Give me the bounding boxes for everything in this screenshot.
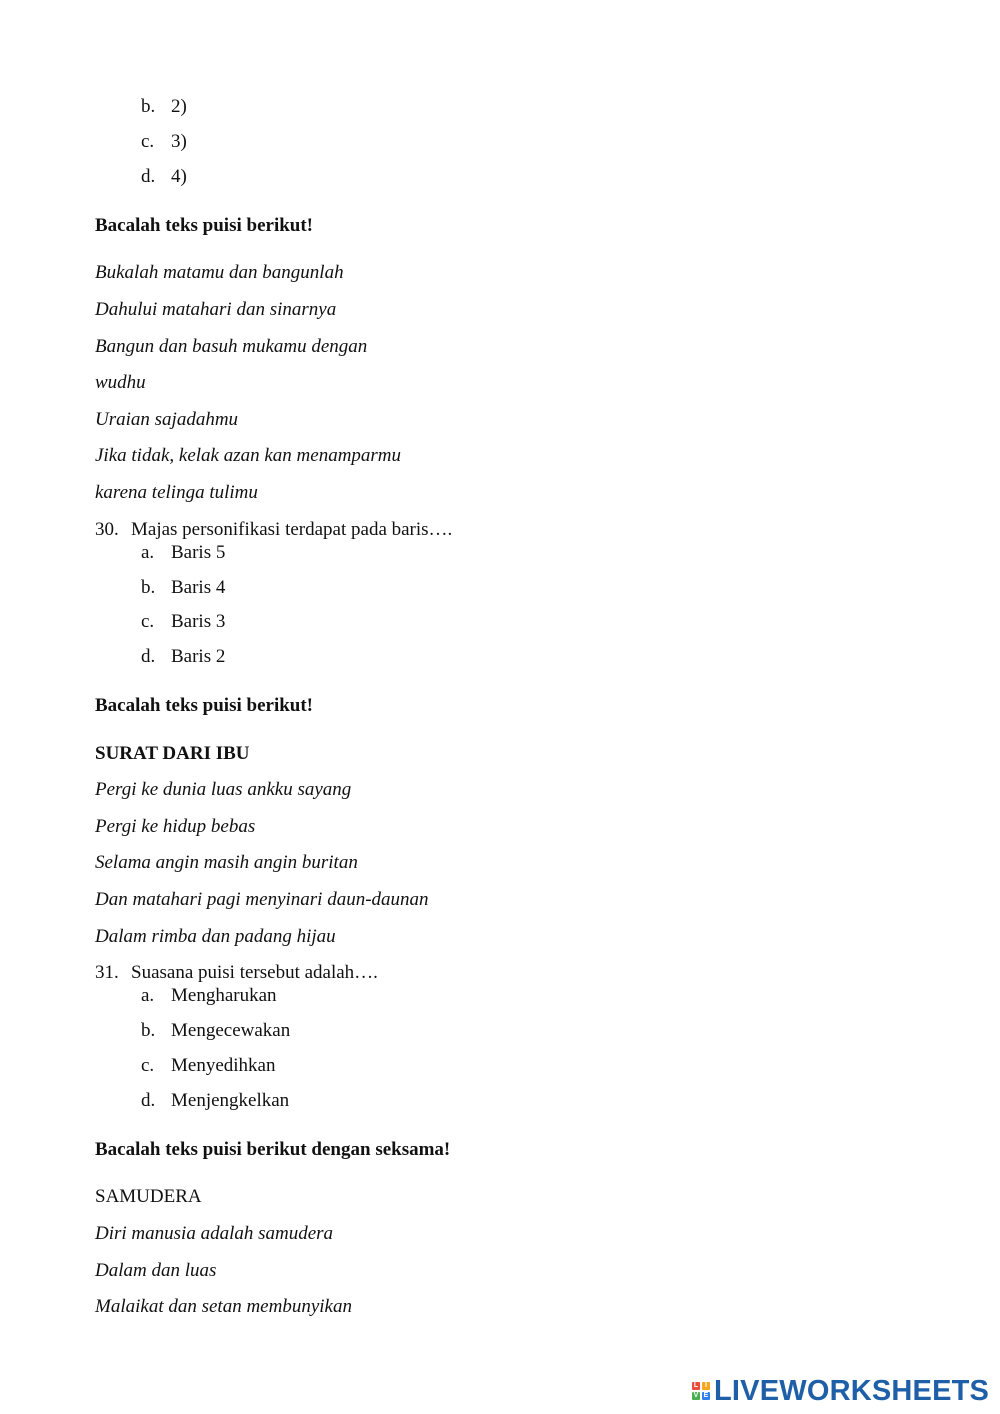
question-number: 31. bbox=[95, 962, 119, 983]
question-text: Suasana puisi tersebut adalah…. bbox=[131, 962, 378, 983]
option-text: Baris 3 bbox=[171, 611, 226, 632]
poem1-line-7: karena telinga tulimu bbox=[95, 482, 258, 503]
poem2-title: SURAT DARI IBU bbox=[95, 743, 250, 764]
liveworksheets-logo bbox=[692, 1376, 989, 1406]
live-icon-cell: L bbox=[693, 1382, 699, 1389]
poem1-line-6: Jika tidak, kelak azan kan menamparmu bbox=[95, 445, 402, 466]
option-text: Baris 4 bbox=[171, 577, 226, 598]
option-text: 4) bbox=[171, 166, 187, 187]
poem1-line-3: Bangun dan basuh mukamu dengan bbox=[95, 336, 368, 357]
poem3-line-1: Diri manusia adalah samudera bbox=[95, 1223, 334, 1244]
poem3-line-3: Malaikat dan setan membunyikan bbox=[95, 1296, 352, 1317]
option-text: Mengharukan bbox=[171, 985, 277, 1006]
option-letter: d. bbox=[141, 166, 156, 187]
option-letter: a. bbox=[141, 542, 155, 563]
section1-instruction: Bacalah teks puisi berikut! bbox=[95, 215, 314, 236]
poem2-line-4: Dan matahari pagi menyinari daun-daunan bbox=[95, 889, 429, 910]
poem2-line-1: Pergi ke dunia luas ankku sayang bbox=[95, 779, 352, 800]
section2-instruction: Bacalah teks puisi berikut! bbox=[95, 695, 314, 716]
option-text: Baris 5 bbox=[171, 542, 226, 563]
option-letter: a. bbox=[141, 985, 155, 1006]
option-text: Menyedihkan bbox=[171, 1055, 276, 1076]
question-text: Majas personifikasi terdapat pada baris…. bbox=[131, 519, 453, 540]
poem2-line-5: Dalam rimba dan padang hijau bbox=[95, 926, 336, 947]
option-text: Baris 2 bbox=[171, 646, 226, 667]
option-letter: b. bbox=[141, 96, 156, 117]
live-icon-cell: E bbox=[703, 1392, 709, 1399]
option-letter: c. bbox=[141, 131, 155, 152]
live-icon-cell: I bbox=[702, 1382, 710, 1390]
logo-text: LIVEWORKSHEETS bbox=[714, 1374, 990, 1407]
option-letter: d. bbox=[141, 646, 156, 667]
option-letter: b. bbox=[141, 1020, 156, 1041]
section3-instruction: Bacalah teks puisi berikut dengan seksama! bbox=[95, 1139, 451, 1160]
live-icon-cell: V bbox=[693, 1392, 699, 1399]
poem2-line-2: Pergi ke hidup bebas bbox=[95, 816, 256, 837]
poem1-line-5: Uraian sajadahmu bbox=[95, 409, 239, 430]
option-text: Menjengkelkan bbox=[171, 1090, 290, 1111]
option-letter: c. bbox=[141, 611, 155, 632]
poem3-line-2: Dalam dan luas bbox=[95, 1260, 217, 1281]
poem3-title: SAMUDERA bbox=[95, 1186, 202, 1207]
poem2-line-3: Selama angin masih angin buritan bbox=[95, 852, 358, 873]
poem1-line-2: Dahului matahari dan sinarnya bbox=[95, 299, 337, 320]
poem1-line-4: wudhu bbox=[95, 372, 146, 393]
option-letter: b. bbox=[141, 577, 156, 598]
option-text: 2) bbox=[171, 96, 187, 117]
option-text: 3) bbox=[171, 131, 187, 152]
question-number: 30. bbox=[95, 519, 119, 540]
option-letter: c. bbox=[141, 1055, 155, 1076]
option-letter: d. bbox=[141, 1090, 156, 1111]
poem1-line-1: Bukalah matamu dan bangunlah bbox=[95, 262, 344, 283]
option-text: Mengecewakan bbox=[171, 1020, 291, 1041]
live-icon bbox=[692, 1382, 710, 1400]
